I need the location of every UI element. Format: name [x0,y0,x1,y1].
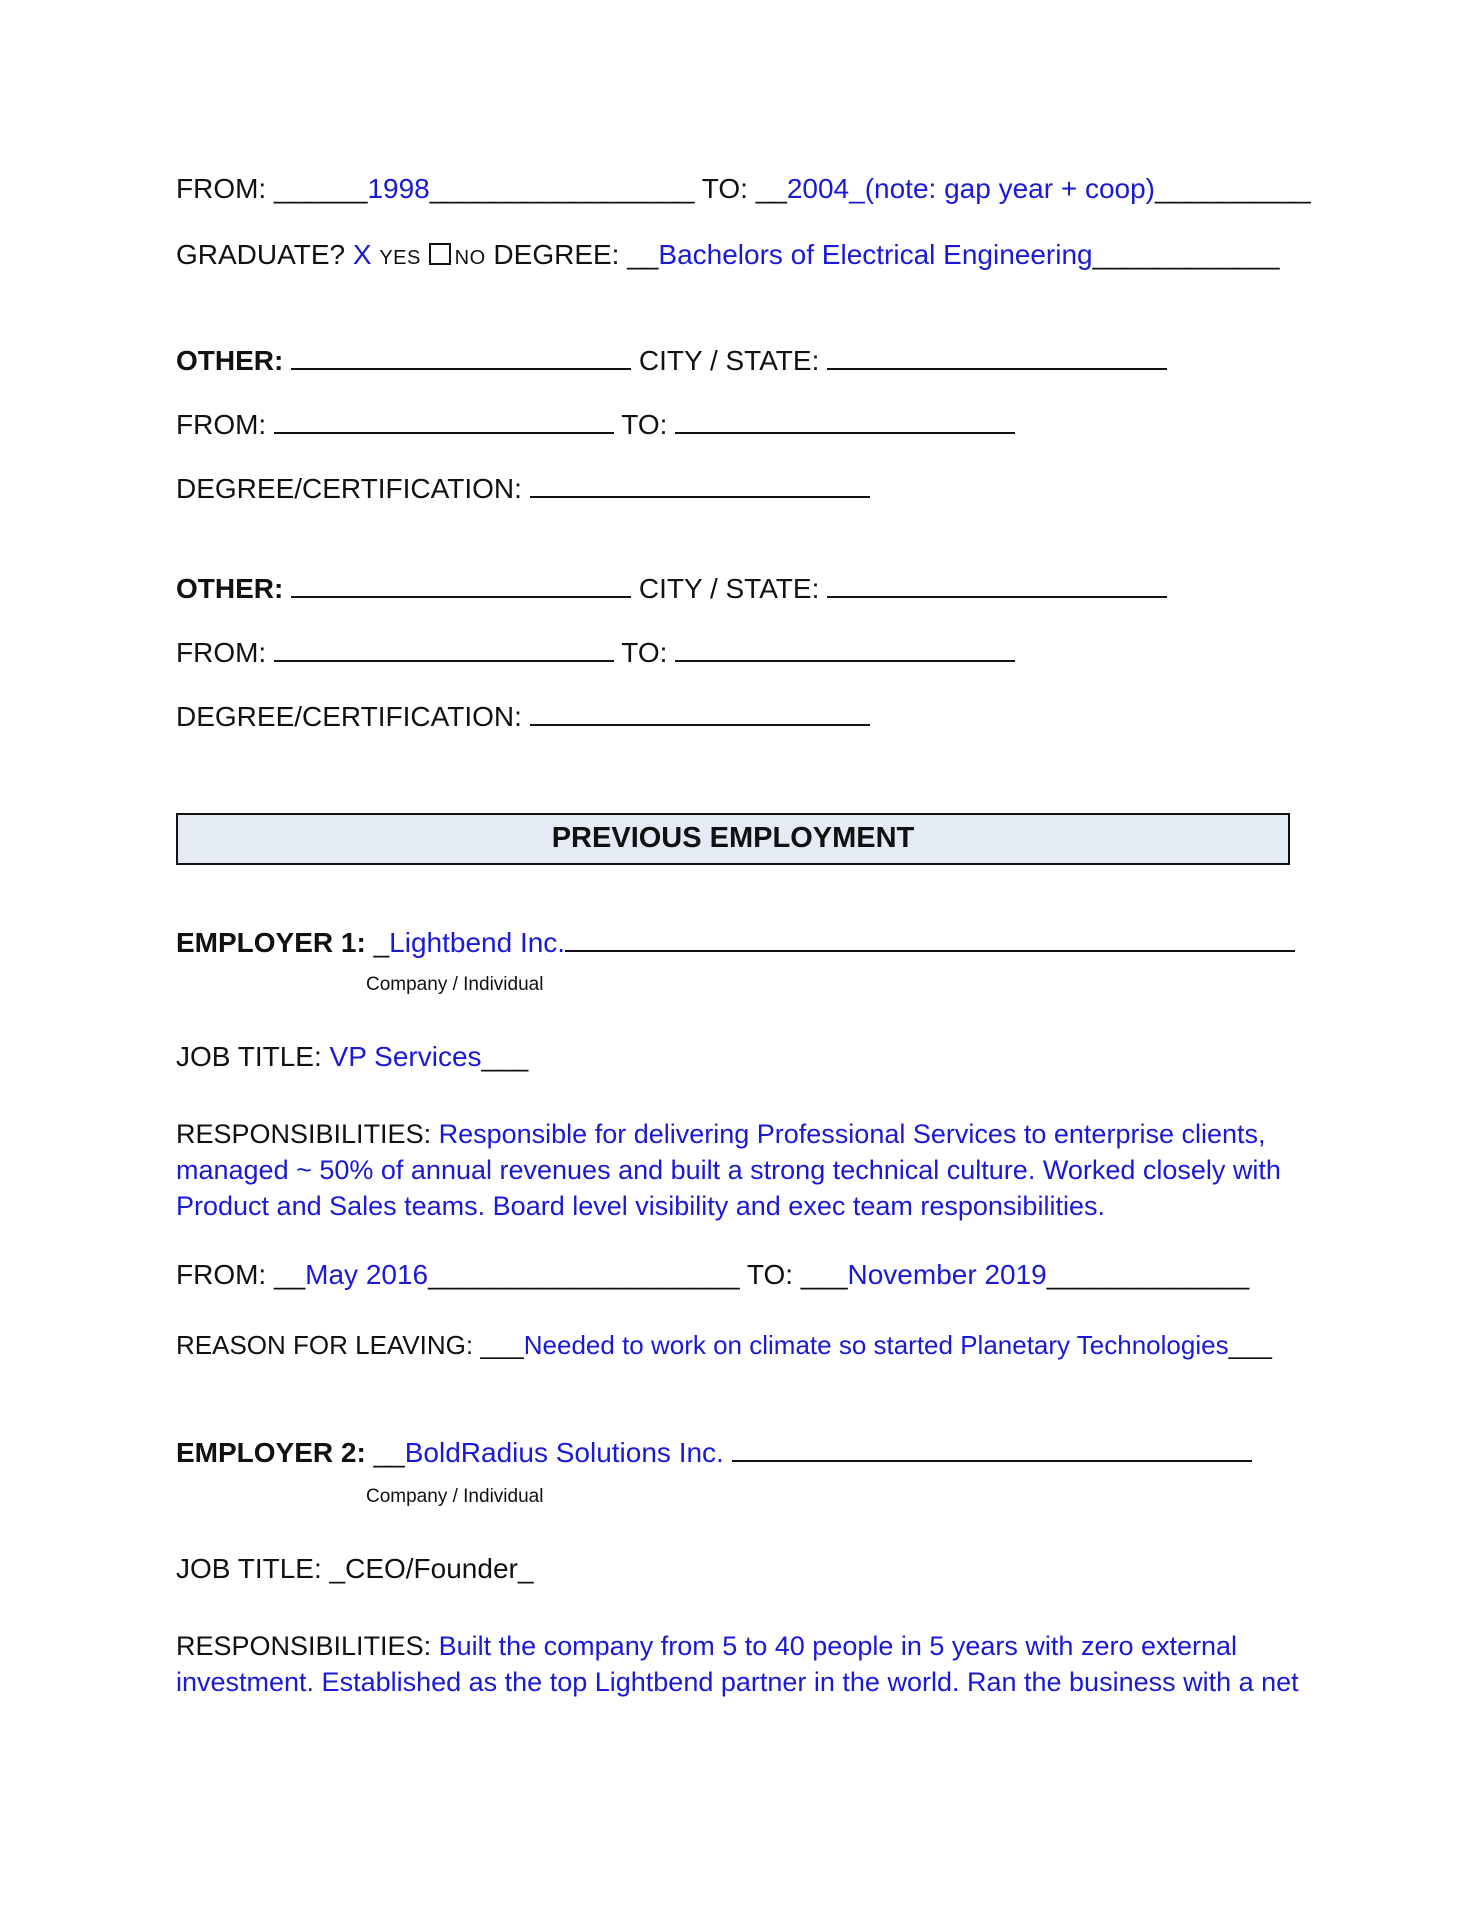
other-field[interactable] [291,342,631,370]
from-underline-suffix: _________________ [429,173,695,204]
reason-label: REASON FOR LEAVING: [176,1330,474,1360]
employer2-label: EMPLOYER 2: [176,1437,366,1468]
responsibilities-label: RESPONSIBILITIES: [176,1631,432,1661]
employer1-sublabel: Company / Individual [366,974,544,995]
employer1-dates-row [176,1258,1249,1292]
no-checkbox[interactable] [429,243,451,265]
other-row-2 [176,570,1167,606]
employer1-row [176,924,1295,960]
employer2-underline-prefix: __ [373,1437,405,1468]
education-dates-row [176,172,1311,206]
city-state-label: CITY / STATE: [638,345,820,376]
reason-underline-suffix: ___ [1228,1330,1272,1360]
to-underline-prefix: ___ [800,1259,848,1290]
employer1-underline [565,924,1295,952]
degree-certification-label: DEGREE/CERTIFICATION: [176,701,522,732]
from-field[interactable] [274,406,614,434]
section-title-banner: PREVIOUS EMPLOYMENT [176,813,1290,865]
to-underline-suffix: _____________ [1046,1259,1250,1290]
city-state-label: CITY / STATE: [638,573,820,604]
employer1-job-title-row [176,1040,528,1074]
employer1-reason-row [176,1328,1272,1362]
graduate-label: GRADUATE? [176,239,346,270]
employer2-job-title-row [176,1552,533,1586]
from-label: FROM: [176,409,267,440]
other-dates-row-2 [176,634,1015,670]
from-value[interactable]: 1998 [367,173,430,204]
to-field[interactable] [675,634,1015,662]
graduate-degree-row [176,238,1280,275]
degree-certification-field[interactable] [530,698,870,726]
degree-underline-prefix: __ [627,239,659,270]
responsibilities-line-1[interactable]: Built the company from 5 to 40 people in 5 years with zero external [438,1631,1238,1661]
from-label: FROM: [176,1259,267,1290]
to-label: TO: [621,409,668,440]
to-underline-suffix: __________ [1155,173,1311,204]
employer2-sublabel: Company / Individual [366,1486,544,1507]
employer1-name[interactable]: Lightbend Inc. [389,927,566,958]
yes-label: YES [379,247,421,269]
degree-certification-label: DEGREE/CERTIFICATION: [176,473,522,504]
employer2-row [176,1434,1252,1470]
other-degree-row-2 [176,698,870,734]
city-state-field[interactable] [827,342,1167,370]
employer1-label: EMPLOYER 1: [176,927,366,958]
from-field[interactable] [274,634,614,662]
from-label: FROM: [176,637,267,668]
to-field[interactable] [675,406,1015,434]
responsibilities-line-2[interactable]: investment. Established as the top Lightbend partner in the world. Ran the business with a net [176,1667,1299,1697]
from-label: FROM: [176,173,267,204]
other-field[interactable] [291,570,631,598]
from-underline-prefix: ______ [274,173,368,204]
other-row-1 [176,342,1167,378]
degree-label: DEGREE: [493,239,620,270]
to-value[interactable]: 2004_(note: gap year + coop) [786,173,1155,204]
city-state-field[interactable] [827,570,1167,598]
no-label: NO [454,247,486,269]
to-label: TO: [701,173,748,204]
job-title-label: JOB TITLE: [176,1553,322,1584]
employer1-underline-prefix: _ [373,927,390,958]
from-underline-suffix: ____________________ [428,1259,740,1290]
other-degree-row-1 [176,470,870,506]
employer2-underline [732,1434,1252,1462]
degree-underline-suffix: ____________ [1092,239,1280,270]
job-title-label: JOB TITLE: [176,1041,322,1072]
job-title-underline: ___ [481,1041,529,1072]
responsibilities-line-2[interactable]: managed ~ 50% of annual revenues and built a strong technical culture. Worked closely with [176,1155,1281,1185]
degree-certification-field[interactable] [530,470,870,498]
to-label: TO: [746,1259,794,1290]
responsibilities-line-1[interactable]: Responsible for delivering Professional Services to enterprise clients, [438,1119,1266,1149]
to-value[interactable]: November 2019 [847,1259,1047,1290]
employer2-responsibilities [176,1628,1306,1700]
yes-checkmark[interactable]: X [352,239,372,270]
degree-value[interactable]: Bachelors of Electrical Engineering [658,239,1093,270]
from-value[interactable]: May 2016 [305,1259,429,1290]
employer1-responsibilities [176,1116,1306,1224]
job-title-value[interactable]: _CEO/Founder_ [329,1553,534,1584]
responsibilities-line-3[interactable]: Product and Sales teams. Board level visibility and exec team responsibilities. [176,1191,1105,1221]
to-label: TO: [621,637,668,668]
employer2-name[interactable]: BoldRadius Solutions Inc. [404,1437,724,1468]
other-dates-row-1 [176,406,1015,442]
responsibilities-label: RESPONSIBILITIES: [176,1119,432,1149]
job-title-value[interactable]: VP Services [329,1041,482,1072]
other-label: OTHER: [176,573,284,604]
to-underline-prefix: __ [755,173,787,204]
reason-underline-prefix: ___ [480,1330,524,1360]
other-label: OTHER: [176,345,284,376]
from-underline-prefix: __ [274,1259,306,1290]
reason-value[interactable]: Needed to work on climate so started Planetary Technologies [523,1330,1229,1360]
